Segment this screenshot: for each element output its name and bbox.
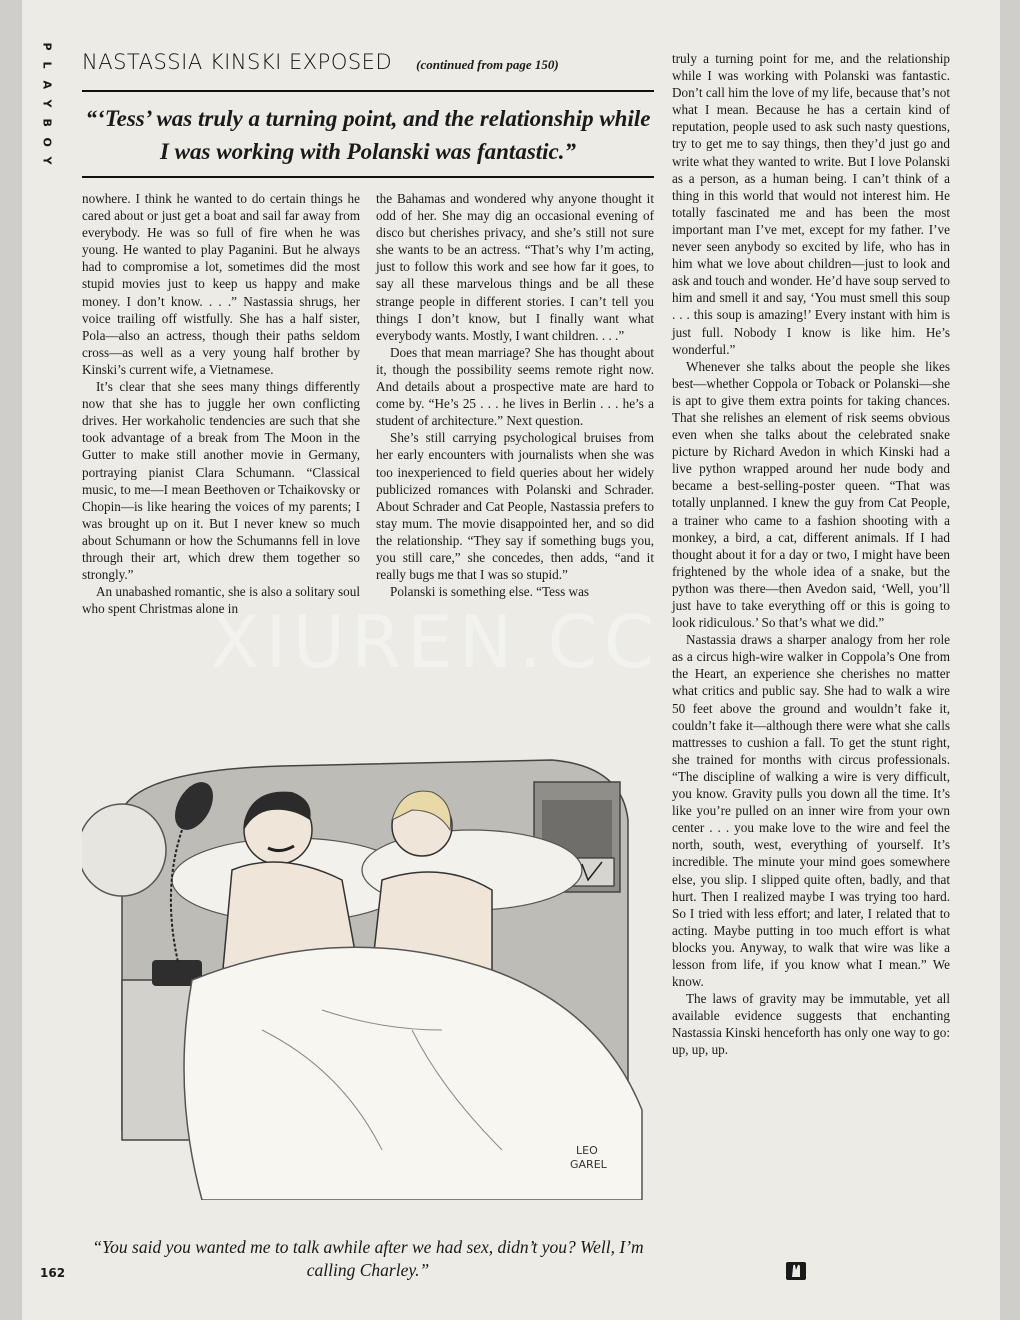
text-column-2 xyxy=(376,190,654,600)
bottom-rule xyxy=(82,176,654,178)
artist-signature: LEO xyxy=(576,1144,598,1157)
top-rule xyxy=(82,90,654,92)
lamp-shade xyxy=(82,804,166,896)
article-header xyxy=(82,50,654,80)
pull-quote: “‘Tess’ was truly a turning point, and the relationship while I was working with Polanski was fantastic.” xyxy=(85,106,651,164)
paragraph: An unabashed romantic, she is also a solitary soul who spent Christmas alone in xyxy=(82,584,360,617)
paragraph: It’s clear that she sees many things differently now that she has to juggle her own conflicting drives. Her workaholic tendencies are such that she took advantage of a break from The Moon in the Gutter to make still another movie in Germany, portraying pianist Clara Schumann. “Classical music, to me—I mean Beethoven or Tchaikovsky or Chopin—is like hearing the voices of my parents; I was brought up on it. But I never knew so much about Schumann or how the Schumanns fell in love through their art, which drew them together so strongly.” xyxy=(82,379,360,583)
paragraph: truly a turning point for me, and the relationship while I was working with Polanski was fantastic. Don’t call him the love of my life, because that’s not what I mean. Because he has a certain kind of reputation, people used to ask such nasty questions, try to get me to say things, then they’d just go and write what they wanted to write. But I love Polanski as a person, as a human being. I can’t think of a thing in this world that would not interest him. He totally fascinated me and has been the most important man I’ve met, except for my father. I’ve never seen anybody so excited by life, who has in him what we love about children—just to look and ask and touch and wonder. He’d have soup served to him and smell it and say, ‘You must smell this soup . . . this soup is amazing!’ Every instant with him is just full. Nobody I know is like him. He’s wonderful.” xyxy=(672,51,950,357)
text-column-1 xyxy=(82,190,360,617)
paragraph: Does that mean marriage? She has thought about it, though the possibility seems remote right now. And details about a prospective mate are hard to come by. “He’s 25 . . . he lives in Berlin . . . he’s a student of architecture.” Next question. xyxy=(376,344,654,429)
text-column-3 xyxy=(672,50,950,1059)
playboy-spine-logo: P L A Y B O Y xyxy=(40,42,54,165)
watermark: XIUREN.CC xyxy=(210,600,661,684)
cartoon-illustration xyxy=(82,730,654,1200)
artist-signature: GAREL xyxy=(570,1158,607,1171)
paragraph: She’s still carrying psychological bruises from her early encounters with journalists when she was too inexperienced to field queries about her widely publicized romances with Polanski and Schrader. About Schrader and Cat People, Nastassia prefers to stay mum. The movie disappointed her, and so did the relationship. “They say if something bugs you, you still care,” she concedes, then adds, “and it really bugs me that I was so stupid.” xyxy=(376,430,654,583)
continued-note: (continued from page 150) xyxy=(416,57,559,72)
article-title: NASTASSIA KINSKI EXPOSED xyxy=(82,50,393,74)
cartoon-caption: “You said you wanted me to talk awhile after we had sex, didn’t you? Well, I’m calling Charley.” xyxy=(92,1237,644,1280)
paragraph: Whenever she talks about the people she likes best—whether Coppola or Toback or Polanski—she is apt to give them extra points for taking chances. That she relishes an element of risk seems obvious even when she talks about the celebrated snake picture by Richard Avedon in which Kinski had a live python wrapped around her nude body and became a best-selling-poster queen. “That was totally unplanned. I knew the guy from Cat People, a trainer who came to a fashion shooting with a monkey, a bird, a cat, different animals. If I had thought about it for a day or two, I might have been frightened by the whole idea of a snake, but the python was there—then Avedon said, ‘Well, you’ll just have to take everything off or this is going to look ridiculous.’ So that’s what we did.” xyxy=(672,358,950,631)
page-number: 162 xyxy=(40,1266,66,1280)
paragraph: The laws of gravity may be immutable, yet all available evidence suggests that enchanting Nastassia Kinski henceforth has only one way to go: up, up, up. xyxy=(672,991,950,1058)
paragraph: Nastassia draws a sharper analogy from her role as a circus high-wire walker in Coppola’s One from the Heart, an experience she cherishes no matter what critics and public say. She had to walk a wire 50 feet above the ground and wouldn’t fake it, couldn’t fake it—although there were what she calls mattresses to cushion a fall. To get the stunt right, she trained for months with circus professionals. “The discipline of walking a wire is very difficult, you know. Gravity pulls you down all the time. It’s like you’re pulled on an inner wire from your own center . . . you make love to the wire and feel the north, south, west, everything of yourself. It’s incredible. The minute your mind goes somewhere else, you slip. I slipped quite often, badly, and that hurt. Then I realized maybe I was trying too hard. So I tried with less effort; and later, I related that to acting. Maybe putting in too much effort is what blocks you. Anyway, to walk that wire was like a lesson from life, if you know what I mean.” We know. xyxy=(672,632,950,990)
paragraph: nowhere. I think he wanted to do certain things he cared about or just get a boat and sail far away from everybody. He was so full of fire when he was young. He wanted to play Paganini. But he always had to compromise a lot, sometimes did the most stupid movies just to keep us happy and make money. I don’t know. . . .” Nastassia shrugs, her voice trailing off wistfully. She has a half sister, Pola—also an actress, though their paths seldom cross—as well as a very young half brother by Kinski’s current wife, a Vietnamese. xyxy=(82,191,360,377)
paragraph: the Bahamas and wondered why anyone thought it odd of her. She may dig an occasional evening of disco but cherishes privacy, and she’s still not sure she wants to be an actress. “That’s why I’m acting, just to follow this work and see how far it goes, to say all these marvelous things and be all these strange people in different stories. I can’t tell you things I don’t know, but I finally want what everybody wants. Mostly, I want children. . . .” xyxy=(376,191,654,343)
paragraph: Polanski is something else. “Tess was xyxy=(390,584,590,600)
rabbit-endmark-icon xyxy=(786,1262,806,1280)
